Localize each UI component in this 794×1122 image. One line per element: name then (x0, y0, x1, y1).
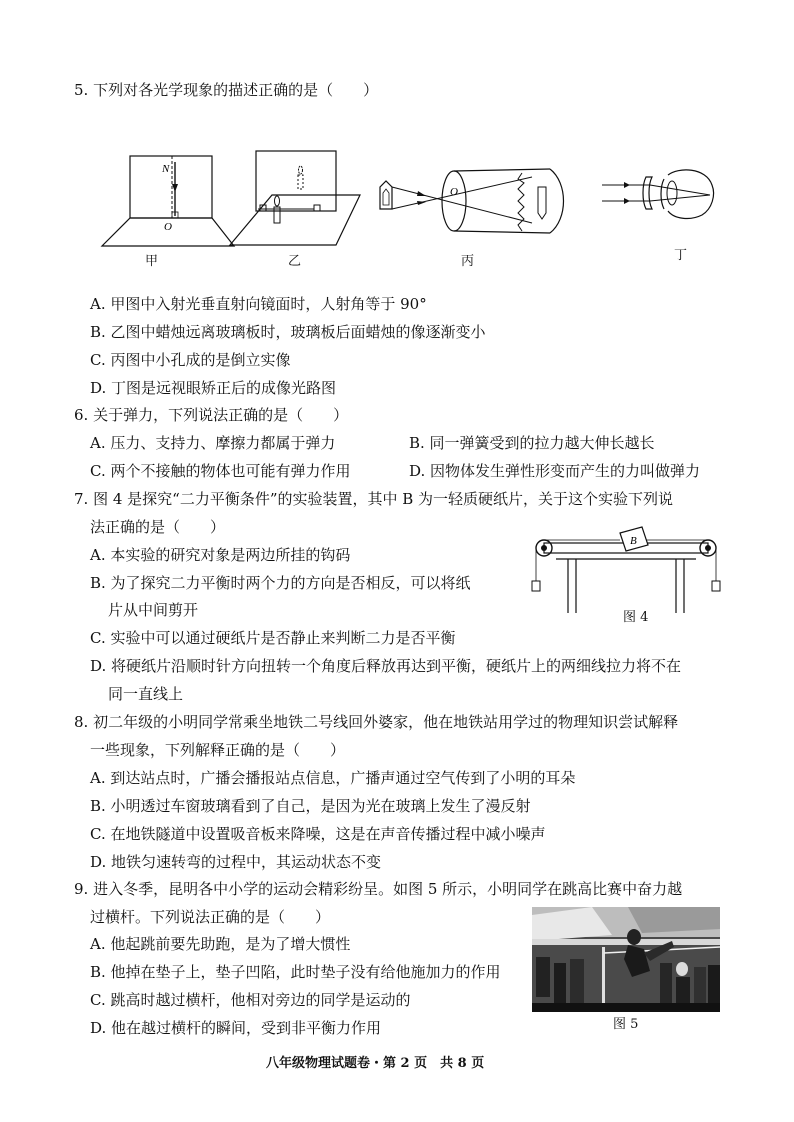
q5-stem: 5. 下列对各光学现象的描述正确的是（ ） (74, 81, 379, 99)
label-jia: 甲 (145, 254, 159, 269)
q9-option-a: A. 他起跳前要先助跑，是为了增大惯性 (90, 935, 351, 953)
q7-option-b-line2: 片从中间剪开 (108, 601, 199, 619)
q6-stem: 6. 关于弹力，下列说法正确的是（ ） (74, 406, 349, 424)
q9-stem-line2: 过横杆。下列说法正确的是（ ） (90, 908, 331, 926)
q7-stem-line1: 7. 图 4 是探究“二力平衡条件”的实验装置，其中 B 为一轻质硬纸片，关于这个实验下列说 (74, 490, 674, 508)
q5-figure-bing (372, 163, 572, 243)
q8-stem-line2: 一些现象，下列解释正确的是（ ） (90, 741, 346, 759)
q7-stem-line2: 法正确的是（ ） (90, 518, 226, 536)
q6-option-a: A. 压力、支持力、摩擦力都属于弹力 (90, 434, 336, 452)
q7-option-d-line2: 同一直线上 (108, 685, 184, 703)
q6-option-d: D. 因物体发生弹性形变而产生的力叫做弹力 (409, 462, 701, 480)
label-bing: 丙 (461, 254, 475, 269)
card-label-b: B (630, 535, 637, 547)
q6-option-b: B. 同一弹簧受到的拉力越大伸长越长 (409, 434, 655, 452)
q8-option-a: A. 到达站点时，广播会播报站点信息，广播声通过空气传到了小明的耳朵 (90, 769, 576, 787)
q5-figure-yi (228, 145, 368, 245)
figure-5-caption: 图 5 (613, 1017, 639, 1032)
q5-option-a: A. 甲图中入射光垂直射向镜面时，人射角等于 90° (90, 295, 427, 313)
q7-option-b-line1: B. 为了探究二力平衡时两个力的方向是否相反，可以将纸 (90, 574, 471, 592)
page-footer: 八年级物理试题卷・第 2 页 共 8 页 (266, 1056, 485, 1071)
q7-option-d-line1: D. 将硬纸片沿顺时针方向扭转一个角度后释放再达到平衡，硬纸片上的两细线拉力将不在 (90, 657, 682, 675)
normal-label-n: N (162, 163, 170, 175)
q9-option-b: B. 他掉在垫子上，垫子凹陷，此时垫子没有给他施加力的作用 (90, 963, 501, 981)
q9-option-d: D. 他在越过横杆的瞬间，受到非平衡力作用 (90, 1019, 382, 1037)
figure-5-photo (532, 907, 720, 1012)
q7-option-a: A. 本实验的研究对象是两边所挂的钩码 (90, 546, 351, 564)
q7-option-c: C. 实验中可以通过硬纸片是否静止来判断二力是否平衡 (90, 629, 456, 647)
q5-option-c: C. 丙图中小孔成的是倒立实像 (90, 351, 291, 369)
q9-option-c: C. 跳高时越过横杆，他相对旁边的同学是运动的 (90, 991, 411, 1009)
q5-figure-jia (100, 150, 240, 250)
label-yi: 乙 (288, 254, 302, 269)
figure-4-caption: 图 4 (623, 610, 649, 625)
q5-option-b: B. 乙图中蜡烛远离玻璃板时，玻璃板后面蜡烛的像逐渐变小 (90, 323, 486, 341)
point-label-o1: O (164, 221, 172, 233)
q8-option-c: C. 在地铁隧道中设置吸音板来降噪，这是在声音传播过程中减小噪声 (90, 825, 546, 843)
q8-stem-line1: 8. 初二年级的小明同学常乘坐地铁二号线回外婆家，他在地铁站用学过的物理知识尝试解释 (74, 713, 679, 731)
q5-figure-ding (598, 165, 728, 225)
q6-option-c: C. 两个不接触的物体也可能有弹力作用 (90, 462, 351, 480)
point-label-o2: O (450, 186, 458, 198)
q8-option-d: D. 地铁匀速转弯的过程中，其运动状态不变 (90, 853, 382, 871)
label-ding: 丁 (674, 248, 688, 263)
q9-stem-line1: 9. 进入冬季，昆明各中小学的运动会精彩纷呈。如图 5 所示，小明同学在跳高比赛中奋力越 (74, 880, 683, 898)
q5-option-d: D. 丁图是远视眼矫正后的成像光路图 (90, 379, 337, 397)
q8-option-b: B. 小明透过车窗玻璃看到了自己，是因为光在玻璃上发生了漫反射 (90, 797, 531, 815)
